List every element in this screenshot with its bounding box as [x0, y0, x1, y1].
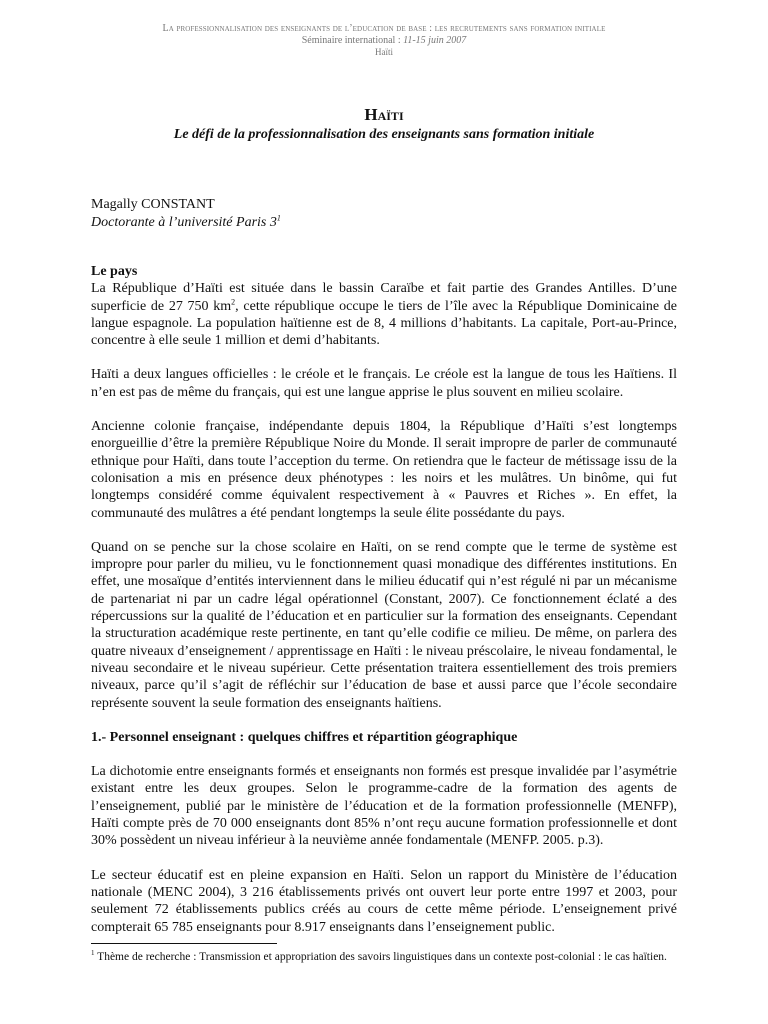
paragraph-3: Ancienne colonie française, indépendante depuis 1804, la République d’Haïti s’est longtemps enorgueillie d’être la première République Noire du Monde. Il serait impropre de parler de communauté ethnique pour Haïti, dans toute l’acception du terme. On retiendra que le facteur de métissage issu de la colonisation a mis en présence deux phénotypes : les noirs et les mulâtres. Un binôme, qui fut longtemps considéré comme équivalent respectivement à « Pauvres et Riches ». En effet, la communauté des mulâtres a été pendant longtemps la seule élite possédante du pays.	[91, 419, 677, 521]
paragraph-1-part-b: , cette république occupe le tiers de l’île avec la République Dominicaine de langue espagnole. La population haïtienne est de 8, 4 millions d’habitants. La capitale, Port-au-Prince, concentre à elle seule 1 million et demi d’habitants.	[91, 298, 677, 349]
document-body	[91, 263, 677, 953]
page-subtitle: Le défi de la professionnalisation des enseignants sans formation initiale	[173, 127, 595, 142]
paragraph-4: Quand on se penche sur la chose scolaire en Haïti, on se rend compte que le terme de système est impropre pour parler du milieu, vu le fonctionnement quasi monadique des différentes institutions. En effet, une mosaïque d’entités interviennent dans le milieu éducatif qui n’est régulé ni par un mécanisme de partenariat ni par un cadre légal opérationnel (Constant, 2007). Ce fonctionnement éclaté a des répercussions sur la qualité de l’éducation et en particulier sur la formation des enseignants. Cependant la structuration académique reste pertinente, en tant qu’elle codifie ce milieu. De même, on parlera des quatre niveaux d’enseignement / apprentissage en Haïti : le niveau préscolaire, le niveau fondamental, le niveau secondaire et le niveau supérieur. Cette présentation traitera essentiellement des trois premiers niveaux, parce qu’il s’agit de réfléchir sur l’éducation de base et aussi parce que l’école secondaire représente souvent la seule formation des enseignants haïtiens.	[91, 539, 677, 711]
header-country: Haïti	[375, 47, 393, 57]
section-title-pays: Le pays	[91, 264, 138, 279]
paragraph-2: Haïti a deux langues officielles : le créole et le français. Le créole est la langue de tous les Haïtiens. Il n’en est pas de même du français, qui est une langue apprise le plus souvent en milieu scolaire.	[91, 367, 677, 400]
header-seminar	[0, 35, 768, 47]
page-title: Haïti	[364, 105, 404, 124]
paragraph-1-part-a: La République d’Haïti est située dans le bassin Caraïbe et fait partie des Grandes Antilles. D’une superficie de 27 750 km	[91, 281, 677, 314]
footnote-text: Thème de recherche : Transmission et appropriation des savoirs linguistiques dans un contexte post-colonial : le cas haïtien.	[94, 951, 667, 963]
footnote-divider	[91, 943, 277, 944]
superscript-2: 2	[231, 296, 236, 306]
footnote-mark: 1	[91, 949, 95, 958]
footnote-reference: 1	[276, 213, 281, 223]
author-affiliation	[91, 214, 281, 232]
header-seminar-dates: 11-15 juin 2007	[403, 35, 467, 46]
paragraph-6: Le secteur éducatif est en pleine expansion en Haïti. Selon un rapport du Ministère de l’éducation nationale (MENC 2004), 3 216 établissements privés ont ouvert leur porte entre 1997 et 2003, pour seulement 72 établissements publics créés au cours de cette même période. L’enseignement privé compterait 65 785 enseignants pour 8.917 enseignants dans l’enseignement public.	[91, 867, 677, 935]
paragraph-1	[91, 280, 677, 349]
header-series-title: La professionnalisation des enseignants de l’education de base : les recrutements sans formation initiale	[162, 23, 606, 34]
paragraph-5: La dichotomie entre enseignants formés et enseignants non formés est presque invalidée par l’asymétrie existant entre les deux groupes. Selon le programme-cadre de la formation des agents de l’enseignement, publié par le ministère de l’éducation et de la formation professionnelle (MENFP), Haïti compte près de 70 000 enseignants dont 85% n’ont reçu aucune formation professionnelle et dont 30% possèdent un niveau inférieur à la neuvième année fondamentale (MENFP. 2005. p.3).	[91, 764, 677, 849]
footnote	[91, 950, 677, 965]
affiliation-text: Doctorante à l’université Paris 3	[91, 215, 277, 230]
author-name: Magally CONSTANT	[91, 197, 215, 212]
running-header	[0, 22, 768, 58]
section-title-1: 1.- Personnel enseignant : quelques chiffres et répartition géographique	[91, 729, 518, 745]
header-seminar-label: Séminaire international :	[301, 35, 404, 46]
